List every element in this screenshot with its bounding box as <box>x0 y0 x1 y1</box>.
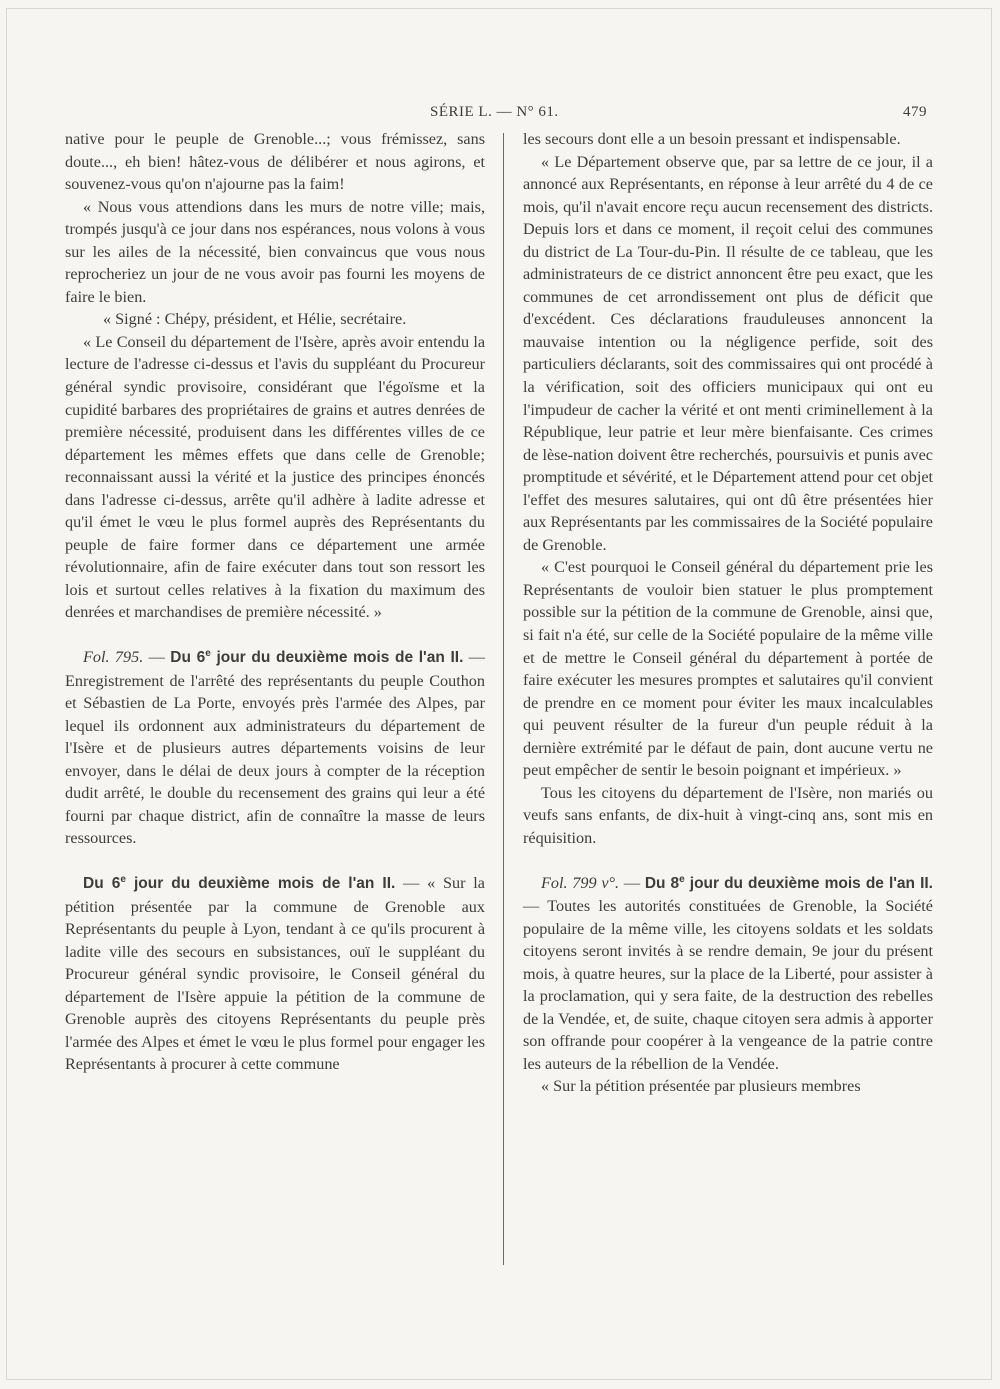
paragraph: les secours dont elle a un besoin pressant et indispensable. <box>523 130 901 148</box>
paragraph: « Le Conseil du département de l'Isère, après avoir entendu la lecture de l'adresse ci-dessus et l'avis du suppléant du Procureur général syndic provisoire, considérant que l'égoïsme et la cupidité barbares des propriétaires de grains et autres denrées de première nécessité, produisent dans les différentes villes de ce département les mêmes effets que dans celle de Grenoble; reconnaissant aussi la vérité et la justice des principes énoncés dans l'adresse ci-dessus, arrête qu'il adhère à ladite adresse et qu'il émet le vœu le plus formel auprès des Représentants du peuple de faire former dans ce département une armée révolutionnaire, afin de faire exécuter dans tout son ressort les lois et surtout celles relatives à la fixation du maximum des denrées et marchandises de première nécessité. » <box>65 332 485 622</box>
left-column <box>65 128 485 1076</box>
entry-fol-795 <box>65 646 485 850</box>
right-column <box>523 128 933 1098</box>
entry-text: — Enregistrement de l'arrêté des représentants du peuple Couthon et Sébastien de La Porte, envoyés près l'armée des Alpes, par lequel ils ordonnent aux administrateurs du département de l'Isère et de plusieurs autres départements voisins de leur envoyer, dans le délai de deux jours à compter de la réception dudit arrêté, le double du recensement des grains qui leur a été fourni par chaque district, afin de connaître la masse de leurs ressources. <box>65 648 485 848</box>
entry-date <box>170 649 463 666</box>
ordinal-sup: e <box>205 647 211 659</box>
entry-date-day: Du 6 <box>83 874 121 892</box>
paragraph: « Sur la pétition présentée par plusieurs membres <box>541 1077 861 1096</box>
folio-reference: Fol. 795. <box>83 648 144 667</box>
signature-line: « Signé : Chépy, président, et Hélie, secrétaire. <box>103 310 407 329</box>
entry-date <box>83 875 395 892</box>
entry-text: — « Sur la pétition présentée par la commune de Grenoble aux Représentants du peuple à Lyon, tendant à ce qu'ils procurent à ladite ville des secours en subsistances, ouï le suppléant du Procureur général syndic provisoire, le Conseil général du département de l'Isère appuie la pétition de la commune de Grenoble auprès des citoyens Représentants du peuple près l'armée des Alpes et émet le vœu le plus formel pour engager les Représentants à procurer à cette commune <box>65 873 485 1074</box>
page-number: 479 <box>903 104 927 120</box>
paragraph: « Nous vous attendions dans les murs de notre ville; mais, trompés jusqu'à ce jour dans nos espérances, nous volons à vous sur les ailes de la nécessité, bien convaincus que vous nous reprocheriez un jour de ne vous avoir pas fourni les moyens de faire le bien. <box>65 197 485 306</box>
running-title: SÉRIE L. — N° 61. <box>430 104 559 120</box>
ordinal-sup: e <box>120 873 126 885</box>
spacer <box>65 624 485 646</box>
ordinal-sup: e <box>679 873 685 885</box>
entry-date-rest: jour du deuxième mois de l'an II. <box>210 649 464 667</box>
column-divider <box>503 133 504 1265</box>
folio-reference: Fol. 799 v°. <box>541 873 620 892</box>
page-header <box>0 104 1000 126</box>
entry-date-day: Du 8 <box>644 874 680 892</box>
spacer <box>523 850 933 872</box>
paragraph: « Le Département observe que, par sa lettre de ce jour, il a annoncé aux Représentants, en réponse à leur arrêté du 4 de ce mois, qu'il n'avait encore reçu aucun recensement des districts. Depuis lors et dans ce moment, il reçoit celui des communes du district de La Tour-du-Pin. Il résulte de ce tableau, que les administrateurs de ce district annoncent être peu exact, que les communes de cet arrondissement ont plus de déficit que d'excédent. Ces déclarations frauduleuses annoncent la mauvaise intention ou la négligence perfide, soit des particuliers déclarants, soit des commissaires qui ont procédé à la vérification, soit des officiers municipaux qui ont eu l'impudeur de cacher la vérité et ont menti criminellement à la République, leur patrie et leur mère bienfaisante. Ces crimes de lèse-nation doivent être recherchés, poursuivis et punis avec promptitude et sévérité, et le Département attend pour cet objet l'effet des mesures salutaires, qui ont dû être présentées hier aux Représentants par les commissaires de la Société populaire de Grenoble. <box>523 152 933 554</box>
paragraph: « C'est pourquoi le Conseil général du département prie les Représentants de vouloir bien statuer le plus promptement possible sur la pétition de la commune de Grenoble, ainsi que, si fait n'a été, sur celle de la Société populaire de la même ville et de mettre le Conseil général du département à portée de faire exécuter les mesures promptes et salutaires qu'il convient de prendre en ce moment pour éviter les maux incalculables qui peuvent résulter de la fureur d'un peuple réduit à la dernière extrémité par le défaut de pain, dont aucune vertu ne peut empêcher de sentir le besoin poignant et impérieux. » <box>523 558 933 780</box>
paragraph: Tous les citoyens du département de l'Isère, non mariés ou veufs sans enfants, de dix-huit à vingt-cinq ans, sont mis en réquisition. <box>523 783 933 847</box>
entry-6e-jour <box>65 872 485 1076</box>
entry-date-day: Du 6 <box>170 649 206 667</box>
paragraph: native pour le peuple de Grenoble...; vous frémissez, sans doute..., eh bien! hâtez-vous de délibérer et nous agirons, et souvenez-vous qu'on n'ajourne pas la faim! <box>65 130 485 194</box>
spacer <box>65 850 485 872</box>
entry-date-rest: jour du deuxième mois de l'an II. <box>684 874 933 892</box>
entry-date-rest: jour du deuxième mois de l'an II. <box>125 874 396 892</box>
entry-date <box>645 875 933 892</box>
dash: — <box>143 648 171 667</box>
entry-fol-799 <box>523 872 933 1076</box>
dash: — <box>619 873 645 892</box>
entry-text: — Toutes les autorités constituées de Grenoble, la Société populaire de la même ville, les citoyens soldats et les soldats citoyens seront invités à se rendre demain, 9e jour du présent mois, à quatre heures, sur la place de la Liberté, pour assister à la proclamation, qui y sera faite, de la destruction des rebelles de la Vendée, et, de suite, chaque citoyen sera admis à apporter son offrande pour coopérer à la vengeance de la patrie contre les auteurs de la rébellion de la Vendée. <box>523 897 933 1073</box>
